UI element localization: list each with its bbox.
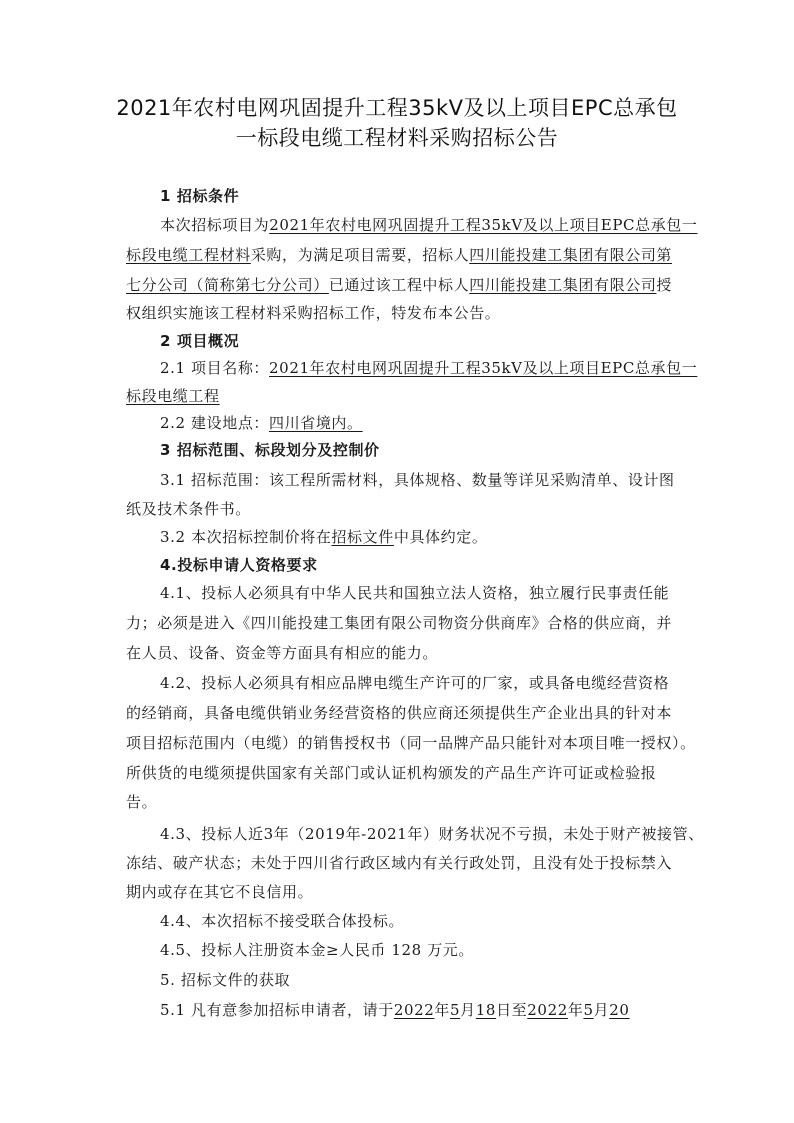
s4-p3-line2: 冻结、破产状态；未处于四川省行政区域内有关行政处罚，且没有处于投标禁入	[126, 854, 673, 872]
text: 授	[656, 276, 673, 294]
s1-line3	[126, 275, 686, 295]
location-underlined: 四川省境内。	[269, 414, 363, 432]
text: 月	[593, 1001, 610, 1019]
s2-line1	[160, 358, 720, 378]
contractor-underlined: 四川能投建工集团有限公司	[469, 276, 657, 294]
s4-p2-line5: 告。	[126, 793, 158, 811]
start-year: 2022	[393, 1001, 435, 1019]
text: 月	[460, 1001, 476, 1019]
text: 2.1 项目名称：	[160, 359, 270, 377]
start-day: 18	[475, 1001, 497, 1019]
section-3-heading: 3 招标范围、标段划分及控制价	[160, 441, 380, 459]
tender-doc-underlined: 招标文件	[331, 528, 394, 546]
text: 3.2 本次招标控制价将在	[160, 528, 332, 546]
end-year: 2022	[527, 1001, 568, 1019]
section-1-heading: 1 招标条件	[160, 187, 240, 205]
document-title-line1: 2021年农村电网巩固提升工程35kV及以上项目EPC总承包	[116, 96, 678, 120]
s3-line3	[160, 527, 720, 547]
tenderer-underlined: 七分公司（简称第七分公司）	[126, 276, 329, 294]
s1-line1	[160, 215, 720, 235]
text: 5.1 凡有意参加招标申请者，请于	[160, 1001, 394, 1019]
text: 年	[434, 1001, 451, 1019]
s5-line1	[160, 1000, 720, 1020]
s4-p2-line4: 所供货的电缆须提供国家有关部门或认证机构颁发的产品生产许可证或检验报	[126, 764, 657, 782]
s1-line4: 权组织实施该工程材料采购招标工作，特发布本公告。	[126, 304, 501, 322]
text: 年	[567, 1001, 584, 1019]
s1-line2	[126, 245, 686, 265]
text: 已通过该工程中标人	[328, 276, 470, 294]
start-month: 5	[450, 1001, 461, 1019]
text: 2.2 建设地点：	[160, 414, 270, 432]
section-5-heading: 5. 招标文件的获取	[160, 971, 291, 989]
s3-line1: 3.1 招标范围：该工程所需材料，具体规格、数量等详见采购清单、设计图	[160, 471, 675, 489]
s2-line3	[160, 413, 720, 433]
tenderer-underlined: 四川能投建工集团有限公司第	[469, 246, 673, 264]
s4-p2-line3: 项目招标范围内（电缆）的销售授权书（同一品牌产品只能针对本项目唯一授权）。	[126, 734, 696, 752]
document-title-line2: 一标段电缆工程材料采购招标公告	[235, 126, 559, 150]
end-month: 5	[583, 1001, 594, 1019]
s4-p2-line1: 4.2、投标人必须具有相应品牌电缆生产许可的厂家，或具备电缆经营资格	[160, 674, 670, 692]
s4-p5: 4.5、投标人注册资本金≥人民币 128 万元。	[160, 941, 474, 959]
s4-p1-line3: 在人员、设备、资金等方面具有相应的能力。	[126, 644, 439, 662]
text: 中具体约定。	[393, 528, 488, 546]
section-2-heading: 2 项目概况	[160, 332, 240, 350]
project-name-underlined: 2021年农村电网巩固提升工程35kV及以上项目EPC总承包一	[269, 359, 698, 377]
end-day: 20	[609, 1001, 630, 1019]
project-name-underlined: 2021年农村电网巩固提升工程35kV及以上项目EPC总承包一	[269, 216, 698, 234]
s4-p1-line2: 力；必须是进入《四川能投建工集团有限公司物资分供商库》合格的供应商，并	[126, 614, 673, 632]
section-4-heading: 4.投标申请人资格要求	[160, 556, 318, 574]
s4-p3-line1: 4.3、投标人近3年（2019年-2021年）财务状况不亏损，未处于财产被接管、	[160, 825, 704, 843]
s4-p1-line1: 4.1、投标人必须具有中华人民共和国独立法人资格，独立履行民事责任能	[160, 584, 670, 602]
text: 日至	[496, 1001, 528, 1019]
text: 本次招标项目为	[160, 216, 270, 234]
s4-p2-line2: 的经销商，具备电缆供销业务经营资格的供应商还须提供生产企业出具的针对本	[126, 704, 673, 722]
text: 采购，为满足项目需要，招标人	[250, 246, 470, 264]
s4-p4: 4.4、本次招标不接受联合体投标。	[160, 912, 405, 930]
s2-line2: 标段电缆工程	[126, 387, 220, 405]
project-name-underlined: 标段电缆工程材料	[126, 246, 251, 264]
s4-p3-line3: 期内或存在其它不良信用。	[126, 883, 314, 901]
s3-line2: 纸及技术条件书。	[126, 500, 251, 518]
